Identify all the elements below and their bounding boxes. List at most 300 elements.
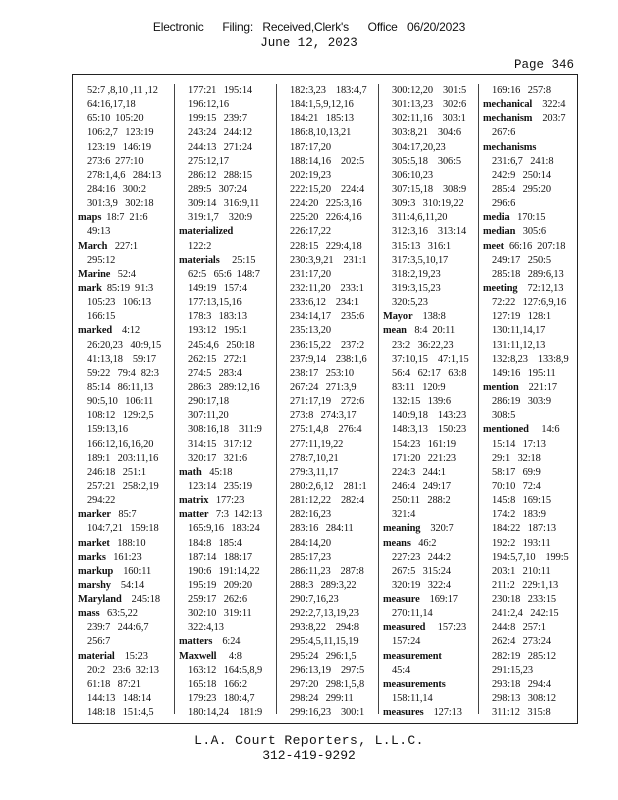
index-reference-line: 106:2,7 123:19 bbox=[87, 127, 154, 139]
electronic-filing-stamp: Electronic Filing: Received,Clerk's Office 06/20/2023 bbox=[152, 20, 466, 34]
index-reference-line: 267:5 315:24 bbox=[392, 565, 451, 577]
index-column-2 bbox=[179, 84, 275, 719]
index-headword: median bbox=[483, 226, 516, 238]
index-reference-line: 318:2,19,23 bbox=[392, 268, 441, 280]
index-reference-line: 174:2 183:9 bbox=[492, 509, 546, 521]
index-reference-line: 295:24 296:1,5 bbox=[290, 650, 357, 662]
index-reference-line: 166:12,16,16,20 bbox=[87, 438, 154, 450]
index-reference-line: 270:11,14 bbox=[392, 608, 433, 620]
index-reference-line: 295:12 bbox=[87, 254, 116, 266]
index-reference-line: 190:6 191:14,22 bbox=[188, 565, 260, 577]
index-reference-line: 177:21 195:14 bbox=[188, 85, 253, 96]
index-references: 25:15 bbox=[219, 254, 256, 266]
index-headword: matters bbox=[179, 636, 213, 648]
index-reference-line: 299:16,23 300:1 bbox=[290, 707, 365, 719]
index-reference-line: 236:15,22 237:2 bbox=[290, 339, 365, 351]
index-headword: marked bbox=[78, 325, 113, 337]
index-headword-line bbox=[78, 551, 174, 565]
index-reference-line: 199:15 239:7 bbox=[188, 113, 247, 125]
index-headword-line bbox=[383, 593, 479, 607]
index-headword: matter bbox=[179, 509, 209, 521]
index-column-4 bbox=[383, 84, 479, 719]
index-headword-line bbox=[78, 579, 174, 593]
index-reference-line: 267:24 271:3,9 bbox=[290, 381, 357, 393]
index-reference-line: 202:19,23 bbox=[290, 169, 331, 181]
index-reference-line: 83:11 120:9 bbox=[392, 381, 446, 393]
index-reference-line: 291:15,23 bbox=[492, 664, 533, 676]
index-reference-line: 62:5 65:6 148:7 bbox=[188, 268, 260, 280]
index-references: 177:23 bbox=[208, 495, 245, 507]
index-reference-line: 298:13 308:12 bbox=[492, 693, 557, 705]
index-reference-line: 61:18 87:21 bbox=[87, 678, 141, 690]
index-reference-line: 289:5 307:24 bbox=[188, 183, 247, 195]
index-reference-line: 184:21 185:13 bbox=[290, 113, 355, 125]
index-references: 245:18 bbox=[121, 594, 160, 606]
index-reference-line: 241:2,4 242:15 bbox=[492, 608, 559, 620]
index-references: 188:10 bbox=[109, 537, 146, 549]
index-reference-line: 231:17,20 bbox=[290, 268, 331, 280]
index-references: 54:14 bbox=[110, 579, 145, 591]
index-reference-line: 211:2 229:1,13 bbox=[492, 579, 559, 591]
index-reference-line: 246:18 251:1 bbox=[87, 466, 146, 478]
index-reference-line: 195:19 209:20 bbox=[188, 579, 253, 591]
index-headword-line bbox=[383, 650, 479, 664]
index-reference-line: 196:12,16 bbox=[188, 99, 229, 111]
index-reference-line: 275:12,17 bbox=[188, 155, 229, 167]
index-reference-line: 278:1,4,6 284:13 bbox=[87, 169, 162, 181]
index-headword: marker bbox=[78, 509, 111, 521]
index-reference-line: 230:3,9,21 231:1 bbox=[290, 254, 367, 266]
index-reference-line: 222:15,20 224:4 bbox=[290, 183, 365, 195]
index-headword-line bbox=[483, 282, 579, 296]
index-reference-line: 281:12,22 282:4 bbox=[290, 495, 365, 507]
index-headword-line bbox=[483, 112, 579, 126]
index-reference-line: 296:6 bbox=[492, 198, 516, 210]
index-reference-line: 37:10,15 47:1,15 bbox=[392, 353, 469, 365]
index-reference-line: 280:2,6,12 281:1 bbox=[290, 480, 367, 492]
index-reference-line: 149:19 157:4 bbox=[188, 282, 247, 294]
index-headword-line bbox=[383, 621, 479, 635]
index-reference-line: 292:2,7,13,19,23 bbox=[290, 608, 359, 620]
index-headword: media bbox=[483, 212, 510, 224]
index-reference-line: 244:13 271:24 bbox=[188, 141, 253, 153]
index-reference-line: 259:17 262:6 bbox=[188, 594, 247, 606]
index-reference-line: 288:3 289:3,22 bbox=[290, 579, 357, 591]
index-reference-line: 297:20 298:1,5,8 bbox=[290, 678, 365, 690]
index-reference-line: 85:14 86:11,13 bbox=[87, 381, 154, 393]
index-reference-line: 127:19 128:1 bbox=[492, 311, 551, 323]
index-headword-line bbox=[179, 635, 275, 649]
index-reference-line: 184:1,5,9,12,16 bbox=[290, 99, 354, 111]
index-reference-line: 132:8,23 133:8,9 bbox=[492, 353, 569, 365]
index-reference-line: 154:23 161:19 bbox=[392, 438, 457, 450]
index-reference-line: 165:9,16 183:24 bbox=[188, 523, 260, 535]
index-reference-line: 157:24 bbox=[392, 636, 421, 648]
index-reference-line: 286:19 303:9 bbox=[492, 396, 551, 408]
index-references: 170:15 bbox=[509, 212, 546, 224]
index-reference-line: 256:7 bbox=[87, 636, 111, 648]
index-reference-line: 20:2 23:6 32:13 bbox=[87, 664, 159, 676]
index-headword-line bbox=[483, 141, 579, 155]
index-references: 45:18 bbox=[201, 466, 233, 478]
index-reference-line: 177:13,15,16 bbox=[188, 297, 242, 309]
index-reference-line: 65:10 105:20 bbox=[87, 113, 144, 125]
index-references: 72:12,13 bbox=[517, 282, 564, 294]
index-headword-line bbox=[179, 508, 275, 522]
index-reference-line: 132:15 139:6 bbox=[392, 396, 451, 408]
index-reference-line: 302:10 319:11 bbox=[188, 608, 252, 620]
index-reference-line: 309:3 310:19,22 bbox=[392, 198, 464, 210]
index-reference-line: 279:3,11,17 bbox=[290, 466, 339, 478]
index-reference-line: 311:12 315:8 bbox=[492, 707, 551, 719]
index-references: 4:12 bbox=[112, 325, 141, 337]
index-references: 138:8 bbox=[412, 311, 446, 323]
index-reference-line: 180:14,24 181:9 bbox=[188, 707, 263, 719]
index-reference-line: 235:13,20 bbox=[290, 325, 331, 337]
index-reference-line: 302:11,16 303:1 bbox=[392, 113, 466, 125]
index-reference-line: 15:14 17:13 bbox=[492, 438, 546, 450]
index-headword-line bbox=[78, 565, 174, 579]
index-reference-line: 320:5,23 bbox=[392, 297, 428, 309]
index-reference-line: 58:17 69:9 bbox=[492, 466, 541, 478]
index-reference-line: 290:17,18 bbox=[188, 396, 229, 408]
index-reference-line: 303:8,21 304:6 bbox=[392, 127, 462, 139]
index-headword-line bbox=[78, 268, 174, 282]
index-reference-line: 184:8 185:4 bbox=[188, 537, 242, 549]
index-references: 85:19 91:3 bbox=[101, 282, 154, 294]
index-reference-line: 104:7,21 159:18 bbox=[87, 523, 159, 535]
index-reference-line: 308:16,18 311:9 bbox=[188, 424, 262, 436]
index-reference-line: 239:7 244:6,7 bbox=[87, 622, 149, 634]
index-headword: marks bbox=[78, 551, 106, 563]
index-references: 221:17 bbox=[518, 381, 557, 393]
index-reference-line: 250:11 288:2 bbox=[392, 495, 451, 507]
index-reference-line: 257:21 258:2,19 bbox=[87, 480, 159, 492]
index-headword: Maryland bbox=[78, 594, 122, 606]
index-reference-line: 29:1 32:18 bbox=[492, 452, 541, 464]
index-reference-line: 286:3 289:12,16 bbox=[188, 381, 260, 393]
index-headword: measured bbox=[383, 622, 426, 634]
index-reference-line: 45:4 bbox=[392, 664, 411, 676]
index-reference-line: 193:12 195:1 bbox=[188, 325, 247, 337]
index-reference-line: 187:14 188:17 bbox=[188, 551, 253, 563]
index-reference-line: 298:24 299:11 bbox=[290, 693, 354, 705]
index-reference-line: 56:4 62:17 63:8 bbox=[392, 367, 467, 379]
index-reference-line: 246:4 249:17 bbox=[392, 480, 451, 492]
index-reference-line: 238:17 253:10 bbox=[290, 367, 355, 379]
index-references: 15:23 bbox=[114, 650, 148, 662]
index-reference-line: 203:1 210:11 bbox=[492, 565, 551, 577]
index-headword: measure bbox=[383, 594, 420, 606]
index-reference-line: 148:18 151:4,5 bbox=[87, 707, 154, 719]
index-reference-line: 249:17 250:5 bbox=[492, 254, 551, 266]
index-reference-line: 242:9 250:14 bbox=[492, 169, 551, 181]
index-reference-line: 179:23 180:4,7 bbox=[188, 693, 255, 705]
index-reference-line: 194:5,7,10 199:5 bbox=[492, 551, 569, 563]
index-reference-line: 70:10 72:4 bbox=[492, 480, 541, 492]
index-references: 322:4 bbox=[532, 99, 566, 111]
index-reference-line: 182:3,23 183:4,7 bbox=[290, 85, 367, 96]
index-headword: markup bbox=[78, 565, 114, 577]
index-reference-line: 232:11,20 233:1 bbox=[290, 282, 364, 294]
transcript-date: June 12, 2023 bbox=[260, 36, 358, 50]
index-reference-line: 131:11,12,13 bbox=[492, 339, 546, 351]
index-reference-line: 262:4 273:24 bbox=[492, 636, 551, 648]
index-reference-line: 278:7,10,21 bbox=[290, 452, 339, 464]
index-reference-line: 267:6 bbox=[492, 127, 516, 139]
index-headword: marshy bbox=[78, 579, 111, 591]
index-headword: mechanical bbox=[483, 99, 533, 111]
index-reference-line: 227:23 244:2 bbox=[392, 551, 451, 563]
index-headword: Marine bbox=[78, 268, 111, 280]
index-references: 160:11 bbox=[113, 565, 152, 577]
index-reference-line: 285:17,23 bbox=[290, 551, 331, 563]
index-headword: mechanisms bbox=[483, 141, 537, 153]
index-reference-line: 225:20 226:4,16 bbox=[290, 212, 362, 224]
index-reference-line: 319:1,7 320:9 bbox=[188, 212, 252, 224]
index-reference-line: 295:4,5,11,15,19 bbox=[290, 636, 359, 648]
index-reference-line: 189:1 203:11,16 bbox=[87, 452, 159, 464]
index-reference-line: 320:19 322:4 bbox=[392, 579, 451, 591]
index-reference-line: 64:16,17,18 bbox=[87, 99, 136, 111]
index-references: 305:6 bbox=[515, 226, 546, 238]
index-references: 157:23 bbox=[425, 622, 467, 634]
index-reference-line: 305:5,18 306:5 bbox=[392, 155, 462, 167]
reporter-company: L.A. Court Reporters, L.L.C. bbox=[194, 733, 424, 748]
index-references: 18:7 21:6 bbox=[101, 212, 148, 224]
index-headword: materialized bbox=[179, 226, 234, 238]
index-reference-line: 320:17 321:6 bbox=[188, 452, 247, 464]
index-reference-line: 231:6,7 241:8 bbox=[492, 155, 554, 167]
index-reference-line: 308:5 bbox=[492, 410, 516, 422]
index-reference-line: 293:8,22 294:8 bbox=[290, 622, 360, 634]
index-reference-line: 105:23 106:13 bbox=[87, 297, 152, 309]
index-references: 85:7 bbox=[110, 509, 137, 521]
index-reference-line: 286:12 288:15 bbox=[188, 169, 253, 181]
index-references: 127:13 bbox=[423, 707, 462, 719]
index-references: 320:7 bbox=[420, 523, 454, 535]
index-reference-line: 169:16 257:8 bbox=[492, 85, 551, 96]
index-references: 7:3 142:13 bbox=[208, 509, 263, 521]
index-headword: Maxwell bbox=[179, 650, 217, 662]
index-reference-line: 243:24 244:12 bbox=[188, 127, 253, 139]
index-headword-line bbox=[483, 240, 579, 254]
index-reference-line: 273:8 274:3,17 bbox=[290, 410, 357, 422]
index-reference-line: 140:9,18 143:23 bbox=[392, 410, 467, 422]
index-reference-line: 178:3 183:13 bbox=[188, 311, 247, 323]
index-reference-line: 321:4 bbox=[392, 509, 416, 521]
index-reference-line: 158:11,14 bbox=[392, 693, 433, 705]
index-reference-line: 144:13 148:14 bbox=[87, 693, 152, 705]
index-reference-line: 290:7,16,23 bbox=[290, 594, 339, 606]
index-reference-line: 228:15 229:4,18 bbox=[290, 240, 362, 252]
index-column-5 bbox=[483, 84, 579, 719]
index-reference-line: 293:18 294:4 bbox=[492, 678, 551, 690]
index-reference-line: 304:17,20,23 bbox=[392, 141, 446, 153]
index-reference-line: 300:12,20 301:5 bbox=[392, 85, 467, 96]
index-reference-line: 301:3,9 302:18 bbox=[87, 198, 154, 210]
index-headword: market bbox=[78, 537, 110, 549]
index-reference-line: 224:20 225:3,16 bbox=[290, 198, 362, 210]
index-reference-line: 282:16,23 bbox=[290, 509, 331, 521]
index-headword: mentioned bbox=[483, 424, 529, 436]
index-reference-line: 234:14,17 235:6 bbox=[290, 311, 365, 323]
index-headword: mean bbox=[383, 325, 407, 337]
index-reference-line: 315:13 316:1 bbox=[392, 240, 451, 252]
index-headword-line bbox=[483, 381, 579, 395]
index-reference-line: 277:11,19,22 bbox=[290, 438, 344, 450]
index-reference-line: 224:3 244:1 bbox=[392, 466, 446, 478]
index-headword: math bbox=[179, 466, 202, 478]
index-reference-line: 122:2 bbox=[188, 240, 212, 252]
index-headword-line bbox=[483, 98, 579, 112]
index-reference-line: 322:4,13 bbox=[188, 622, 224, 634]
index-reference-line: 171:20 221:23 bbox=[392, 452, 457, 464]
index-reference-line: 49:13 bbox=[87, 226, 111, 238]
index-reference-line: 284:16 300:2 bbox=[87, 183, 146, 195]
index-references: 63:5,22 bbox=[99, 608, 138, 620]
index-reference-line: 163:12 164:5,8,9 bbox=[188, 664, 263, 676]
index-references: 227:1 bbox=[107, 240, 138, 252]
index-reference-line: 59:22 79:4 82:3 bbox=[87, 367, 159, 379]
index-headword-line bbox=[78, 211, 174, 225]
index-headword: matrix bbox=[179, 495, 209, 507]
index-references: 4:8 bbox=[216, 650, 242, 662]
index-reference-line: 72:22 127:6,9,16 bbox=[492, 297, 567, 309]
index-references: 66:16 207:18 bbox=[503, 240, 566, 252]
index-references: 46:2 bbox=[410, 537, 437, 549]
index-headword-line bbox=[383, 678, 479, 692]
index-references: 161:23 bbox=[105, 551, 142, 563]
index-reference-line: 284:14,20 bbox=[290, 537, 331, 549]
index-reference-line: 123:19 146:19 bbox=[87, 141, 152, 153]
index-headword-line bbox=[78, 240, 174, 254]
index-reference-line: 123:14 235:19 bbox=[188, 480, 253, 492]
index-reference-line: 159:13,16 bbox=[87, 424, 128, 436]
index-reference-line: 26:20,23 40:9,15 bbox=[87, 339, 162, 351]
index-headword: March bbox=[78, 240, 108, 252]
index-headword: materials bbox=[179, 254, 220, 266]
index-reference-line: 184:22 187:13 bbox=[492, 523, 557, 535]
index-headword-line bbox=[179, 254, 275, 268]
index-reference-line: 166:15 bbox=[87, 311, 116, 323]
index-headword-line bbox=[383, 310, 479, 324]
index-reference-line: 311:4,6,11,20 bbox=[392, 212, 448, 224]
index-headword: measures bbox=[383, 707, 424, 719]
index-reference-line: 230:18 233:15 bbox=[492, 594, 557, 606]
index-reference-line: 90:5,10 106:11 bbox=[87, 396, 154, 408]
index-headword: material bbox=[78, 650, 115, 662]
index-headword: meaning bbox=[383, 523, 421, 535]
index-headword: means bbox=[383, 537, 411, 549]
index-reference-line: 296:13,19 297:5 bbox=[290, 664, 365, 676]
index-headword-line bbox=[383, 706, 479, 720]
word-index bbox=[72, 84, 578, 719]
index-reference-line: 148:3,13 150:23 bbox=[392, 424, 467, 436]
index-headword: measurements bbox=[383, 678, 446, 690]
index-headword-line bbox=[179, 494, 275, 508]
index-references: 14:6 bbox=[528, 424, 560, 436]
index-reference-line: 307:11,20 bbox=[188, 410, 229, 422]
index-headword-line bbox=[78, 324, 174, 338]
index-headword: maps bbox=[78, 212, 102, 224]
index-headword: meeting bbox=[483, 282, 518, 294]
index-reference-line: 286:11,23 287:8 bbox=[290, 565, 364, 577]
index-references: 8:4 20:11 bbox=[406, 325, 456, 337]
index-reference-line: 319:3,15,23 bbox=[392, 282, 441, 294]
index-reference-line: 244:8 257:1 bbox=[492, 622, 546, 634]
index-reference-line: 245:4,6 250:18 bbox=[188, 339, 255, 351]
index-reference-line: 294:22 bbox=[87, 495, 116, 507]
index-references: 52:4 bbox=[110, 268, 136, 280]
index-headword-line bbox=[179, 225, 275, 239]
index-reference-line: 283:16 284:11 bbox=[290, 523, 354, 535]
index-reference-line: 273:6 277:10 bbox=[87, 155, 144, 167]
index-reference-line: 309:14 316:9,11 bbox=[188, 198, 260, 210]
index-headword: measurement bbox=[383, 650, 442, 662]
index-headword-line bbox=[383, 537, 479, 551]
index-headword-line bbox=[78, 537, 174, 551]
index-headword-line bbox=[383, 522, 479, 536]
index-reference-line: 312:3,16 313:14 bbox=[392, 226, 467, 238]
index-references: 169:17 bbox=[419, 594, 458, 606]
index-headword-line bbox=[179, 650, 275, 664]
index-headword-line bbox=[78, 508, 174, 522]
index-column-3 bbox=[281, 84, 377, 719]
index-reference-line: 237:9,14 238:1,6 bbox=[290, 353, 367, 365]
index-reference-line: 187:17,20 bbox=[290, 141, 331, 153]
index-reference-line: 317:3,5,10,17 bbox=[392, 254, 449, 266]
index-headword-line bbox=[78, 607, 174, 621]
index-headword-line bbox=[78, 593, 174, 607]
index-reference-line: 145:8 169:15 bbox=[492, 495, 551, 507]
index-headword-line bbox=[383, 324, 479, 338]
index-headword-line bbox=[179, 466, 275, 480]
index-reference-line: 285:18 289:6,13 bbox=[492, 268, 564, 280]
index-headword: mass bbox=[78, 608, 100, 620]
index-headword: Mayor bbox=[383, 311, 413, 323]
index-headword: meet bbox=[483, 240, 504, 252]
index-reference-line: 192:2 193:11 bbox=[492, 537, 551, 549]
page-number: Page 346 bbox=[513, 58, 574, 72]
index-reference-line: 271:17,19 272:6 bbox=[290, 396, 365, 408]
index-headword-line bbox=[78, 650, 174, 664]
index-headword: mark bbox=[78, 282, 102, 294]
index-column-1 bbox=[78, 84, 174, 719]
index-reference-line: 52:7 ,8,10 ,11 ,12 bbox=[87, 85, 158, 96]
index-headword-line bbox=[483, 211, 579, 225]
index-reference-line: 233:6,12 234:1 bbox=[290, 297, 360, 309]
index-reference-line: 262:15 272:1 bbox=[188, 353, 247, 365]
index-reference-line: 307:15,18 308:9 bbox=[392, 183, 467, 195]
index-reference-line: 130:11,14,17 bbox=[492, 325, 546, 337]
index-reference-line: 285:4 295:20 bbox=[492, 183, 551, 195]
index-headword-line bbox=[483, 225, 579, 239]
index-headword-line bbox=[483, 423, 579, 437]
index-reference-line: 275:1,4,8 276:4 bbox=[290, 424, 362, 436]
index-reference-line: 165:18 166:2 bbox=[188, 678, 247, 690]
index-headword: mechanism bbox=[483, 113, 533, 125]
index-reference-line: 301:13,23 302:6 bbox=[392, 99, 467, 111]
index-headword: mention bbox=[483, 381, 519, 393]
index-headword-line bbox=[78, 282, 174, 296]
index-reference-line: 23:2 36:22,23 bbox=[392, 339, 454, 351]
index-reference-line: 282:19 285:12 bbox=[492, 650, 557, 662]
index-reference-line: 108:12 129:2,5 bbox=[87, 410, 154, 422]
index-reference-line: 149:16 195:11 bbox=[492, 367, 556, 379]
index-reference-line: 41:13,18 59:17 bbox=[87, 353, 157, 365]
index-references: 203:7 bbox=[532, 113, 566, 125]
